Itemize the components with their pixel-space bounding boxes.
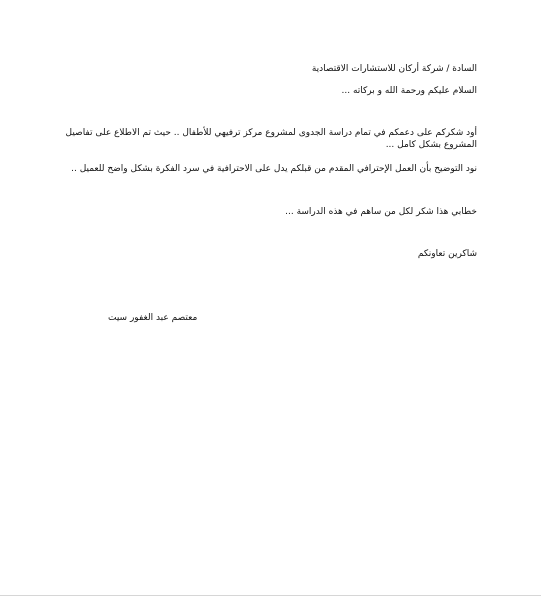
clarification-paragraph: نود التوضيح بأن العمل الإحترافي المقدم من قبلكم يدل على الاحترافية في سرد الفكرة بشكل واضح للعميل .. (71, 164, 477, 174)
addressee-line: السادة / شركة أركان للاستشارات الاقتصادية (311, 64, 477, 74)
closing-paragraph: خطابي هذا شكر لكل من ساهم في هذه الدراسة ... (285, 207, 477, 217)
signature-name: معتصم عبد الغفور سيت (108, 313, 198, 323)
page-bottom-divider (0, 595, 541, 596)
greeting-line: السلام عليكم ورحمة الله و بركاته ... (341, 86, 477, 96)
thanks-paragraph: أود شكركم على دعمكم في تمام دراسة الجدوى لمشروع مركز ترفيهي للأطفال .. حيث تم الاطلاع على تفاصيل المشروع بشكل كامل ... (65, 128, 477, 150)
sign-off-line: شاكرين تعاونكم (417, 249, 477, 259)
